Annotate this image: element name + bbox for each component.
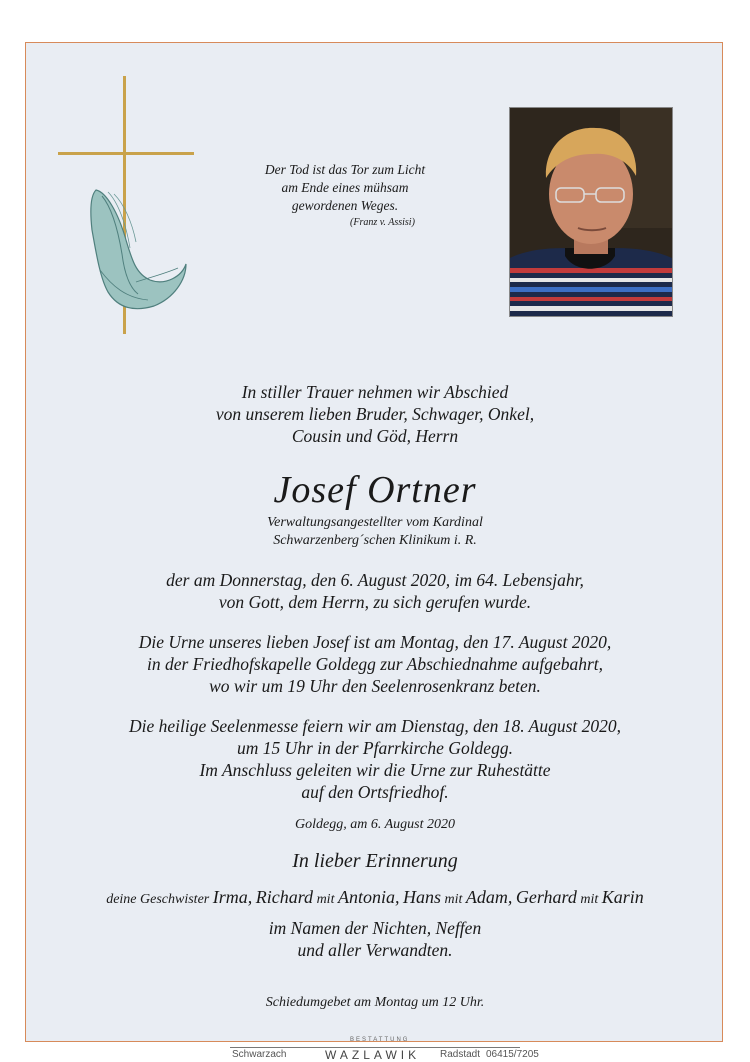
death-line: von Gott, dem Herrn, zu sich gerufen wurde. (218, 592, 532, 612)
footer-right-location: Radstadt (440, 1049, 481, 1060)
family-line (60, 886, 690, 911)
intro-line: Cousin und Göd, Herrn (291, 426, 459, 446)
family-name: Richard (255, 887, 314, 907)
family-name: Hans (402, 887, 441, 907)
family-name: Antonia, (337, 887, 400, 907)
quote-line: am Ende eines mühsam (281, 180, 409, 195)
memory-heading: In lieber Erinnerung (292, 850, 458, 872)
praying-hands-icon (78, 182, 188, 317)
mass-line: Im Anschluss geleiten wir die Urne zur Ruhestätte (199, 760, 551, 780)
occupation-line: Verwaltungsangestellter vom Kardinal (267, 515, 483, 530)
family-with: mit (444, 892, 463, 907)
mass-line: um 15 Uhr in der Pfarrkirche Goldegg. (237, 738, 513, 758)
family-with: mit (580, 892, 599, 907)
occupation-line: Schwarzenberg´schen Klinikum i. R. (273, 533, 477, 548)
quote-line: Der Tod ist das Tor zum Licht (264, 162, 426, 177)
mass-line: auf den Ortsfriedhof. (301, 782, 449, 802)
urn-line: in der Friedhofskapelle Goldegg zur Abschiednahme aufgebahrt, (146, 654, 604, 674)
footer-brand: WAZLAWIK (325, 1048, 421, 1062)
relatives-line: im Namen der Nichten, Neffen (268, 918, 482, 938)
family-name: Irma, (212, 887, 253, 907)
urn-line: wo wir um 19 Uhr den Seelenrosenkranz beten. (209, 676, 541, 696)
intro-text (90, 381, 660, 447)
footer-left-location: Schwarzach (232, 1049, 287, 1060)
death-text (90, 569, 660, 613)
quote-text (230, 161, 460, 215)
intro-line: In stiller Trauer nehmen wir Abschied (241, 382, 509, 402)
quote-line: gewordenen Weges. (291, 198, 399, 213)
closing-text: Schiedumgebet am Montag um 12 Uhr. (265, 995, 485, 1010)
family-name: Adam, (465, 887, 513, 907)
mass-line: Die heilige Seelenmesse feiern wir am Dienstag, den 18. August 2020, (128, 716, 622, 736)
relatives-line: und aller Verwandten. (297, 940, 453, 960)
relatives-text (90, 917, 660, 961)
quote-source: (Franz v. Assisi) (350, 217, 415, 228)
intro-line: von unserem lieben Bruder, Schwager, Onkel, (215, 404, 535, 424)
footer-phone: 06415/7205 (486, 1049, 539, 1060)
family-name: Karin (601, 887, 644, 907)
family-with: mit (316, 892, 335, 907)
occupation-text (90, 514, 660, 550)
deceased-name: Josef Ortner (273, 469, 477, 511)
death-line: der am Donnerstag, den 6. August 2020, im 64. Lebensjahr, (166, 570, 584, 590)
urn-line: Die Urne unseres lieben Josef ist am Montag, den 17. August 2020, (138, 632, 612, 652)
urn-text (90, 631, 660, 697)
family-name: Gerhard (515, 887, 577, 907)
family-prefix: deine Geschwister (106, 892, 210, 907)
place-date: Goldegg, am 6. August 2020 (295, 817, 455, 832)
portrait-photo (509, 107, 673, 317)
mass-text (90, 715, 660, 803)
footer-brand-small: BESTATTUNG (350, 1037, 410, 1043)
cross-icon-horizontal (58, 152, 194, 155)
